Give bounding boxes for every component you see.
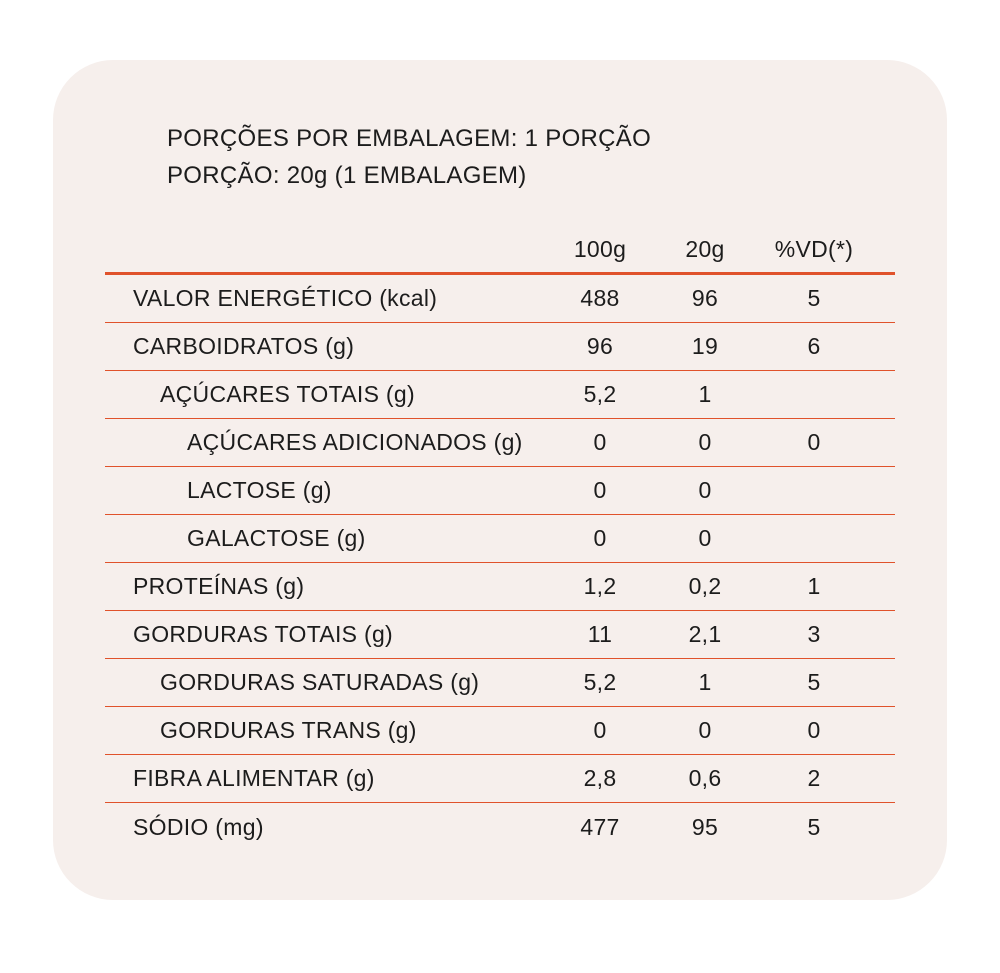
row-label: PROTEÍNAS (g) [133, 573, 305, 599]
row-label: GORDURAS SATURADAS (g) [160, 669, 480, 695]
value-20g: 1 [698, 669, 712, 695]
value-100g: 477 [580, 813, 620, 840]
value-100g: 2,8 [583, 765, 617, 791]
table-row [105, 659, 895, 707]
header-vd-column: %VD(*) [774, 236, 854, 262]
value-vd: 5 [807, 285, 821, 311]
value-vd: 3 [807, 621, 821, 647]
value-20g: 0,2 [688, 573, 722, 599]
row-label: FIBRA ALIMENTAR (g) [133, 765, 375, 791]
table-row [105, 275, 895, 323]
value-20g: 1 [698, 381, 712, 407]
value-vd: 1 [807, 573, 821, 599]
value-100g: 0 [593, 477, 607, 503]
table-row [105, 323, 895, 371]
value-100g: 0 [593, 717, 607, 743]
table-row [105, 803, 895, 851]
value-20g: 0 [698, 525, 712, 551]
table-row [105, 707, 895, 755]
row-label: GORDURAS TOTAIS (g) [133, 621, 394, 647]
row-label: AÇÚCARES ADICIONADOS (g) [187, 429, 523, 455]
nutrition-table [105, 227, 895, 851]
value-100g: 0 [593, 429, 607, 455]
nutrition-label-card [53, 60, 947, 900]
row-label: LACTOSE (g) [187, 477, 332, 503]
value-vd: 2 [807, 765, 821, 791]
table-row [105, 755, 895, 803]
table-row [105, 611, 895, 659]
value-vd: 6 [807, 333, 821, 359]
table-row [105, 515, 895, 563]
package-info [167, 120, 895, 194]
value-100g: 5,2 [583, 669, 617, 695]
row-label: GORDURAS TRANS (g) [160, 717, 417, 743]
value-20g: 0 [698, 429, 712, 455]
header-100g-column: 100g [573, 236, 627, 262]
value-20g: 19 [691, 333, 719, 359]
value-100g: 96 [586, 333, 614, 359]
value-20g: 95 [691, 813, 719, 840]
value-100g: 1,2 [583, 573, 617, 599]
row-label: AÇÚCARES TOTAIS (g) [160, 381, 415, 407]
value-vd: 5 [807, 669, 821, 695]
value-100g: 11 [587, 621, 613, 647]
serving-size-text: PORÇÃO: 20g (1 EMBALAGEM) [167, 162, 527, 189]
value-100g: 0 [593, 525, 607, 551]
value-vd: 0 [807, 429, 821, 455]
value-20g: 0,6 [688, 765, 722, 791]
value-100g: 5,2 [583, 381, 617, 407]
value-100g: 488 [580, 285, 620, 311]
table-row [105, 419, 895, 467]
value-20g: 0 [698, 717, 712, 743]
value-20g: 2,1 [688, 621, 722, 647]
header-20g-column: 20g [685, 236, 725, 262]
servings-per-package-text: PORÇÕES POR EMBALAGEM: 1 PORÇÃO [167, 125, 652, 152]
row-label: CARBOIDRATOS (g) [133, 333, 355, 359]
value-vd: 5 [807, 813, 821, 840]
table-body [105, 275, 895, 851]
row-label: SÓDIO (mg) [133, 813, 264, 840]
table-row [105, 371, 895, 419]
value-20g: 96 [691, 285, 719, 311]
value-vd: 0 [807, 717, 821, 743]
value-20g: 0 [698, 477, 712, 503]
row-label: GALACTOSE (g) [187, 525, 366, 551]
table-header-row [105, 227, 895, 275]
table-row [105, 467, 895, 515]
table-row [105, 563, 895, 611]
row-label: VALOR ENERGÉTICO (kcal) [133, 285, 438, 311]
